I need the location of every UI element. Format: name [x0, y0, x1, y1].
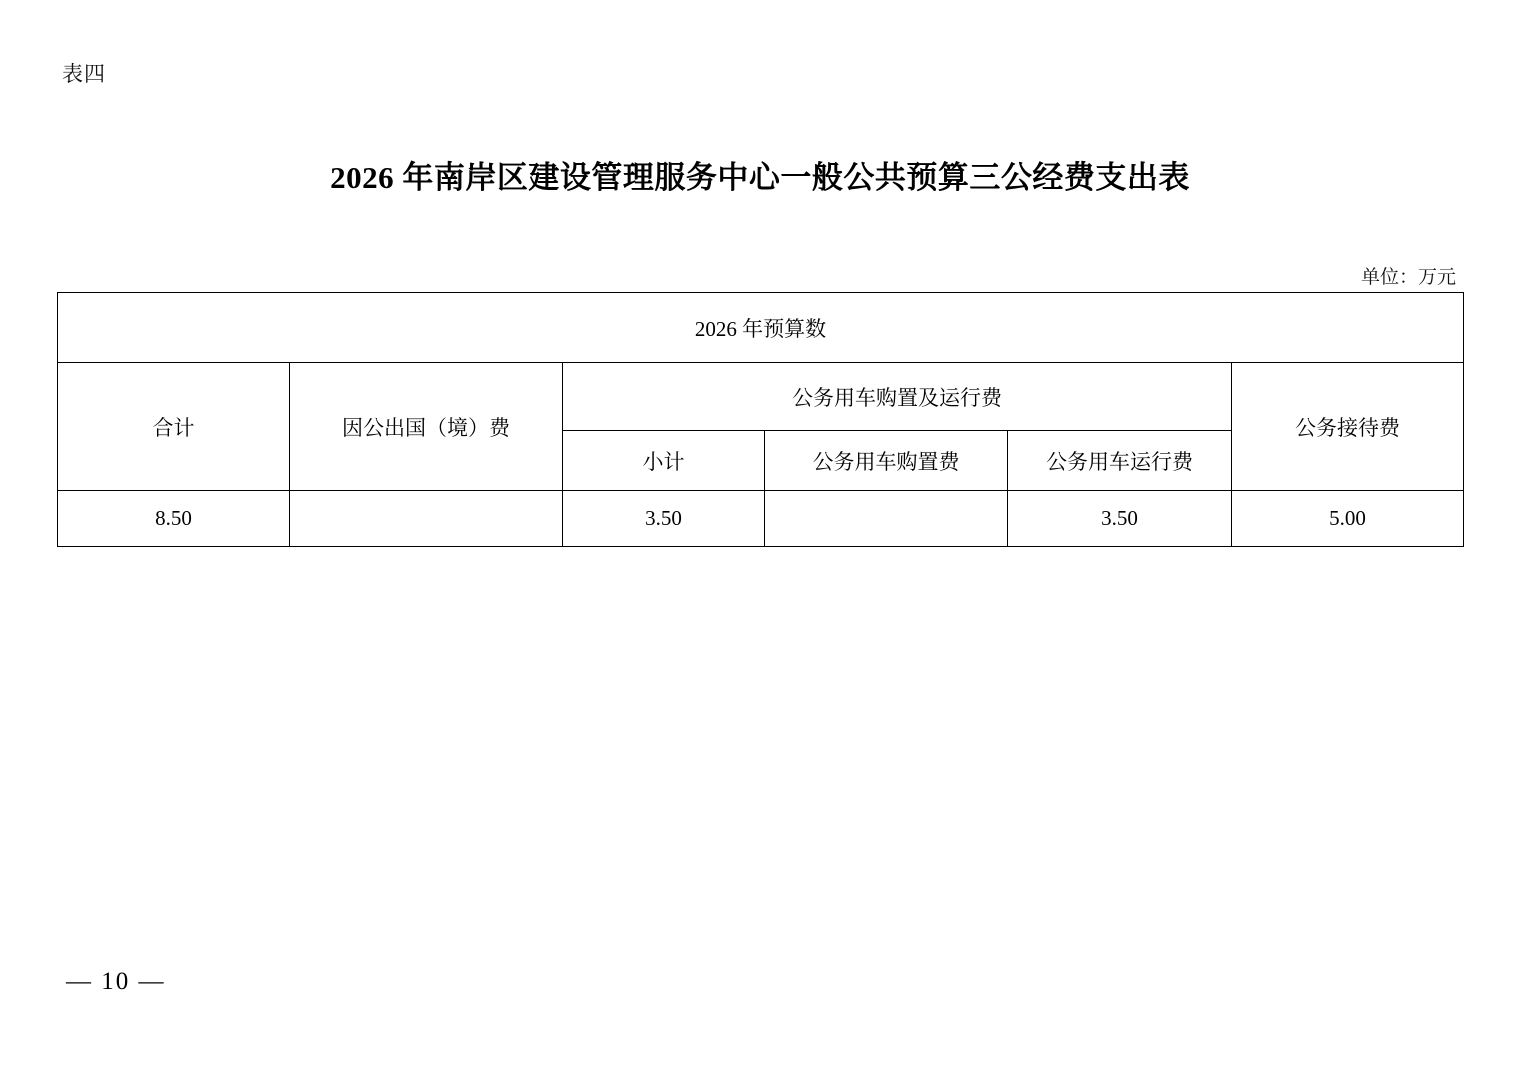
value-vehicle-subtotal: 3.50 — [563, 491, 765, 547]
table-row-band-header — [58, 293, 1464, 363]
budget-table — [57, 292, 1464, 547]
band-header-cell: 2026 年预算数 — [58, 293, 1464, 363]
col-header-vehicle-group: 公务用车购置及运行费 — [563, 363, 1232, 431]
page-title: 2026 年南岸区建设管理服务中心一般公共预算三公经费支出表 — [330, 160, 1190, 195]
col-header-vehicle-operation: 公务用车运行费 — [1008, 431, 1232, 491]
value-vehicle-operation: 3.50 — [1008, 491, 1232, 547]
col-header-vehicle-purchase: 公务用车购置费 — [765, 431, 1008, 491]
value-vehicle-purchase — [765, 491, 1008, 547]
col-header-total: 合计 — [58, 363, 290, 491]
table-row-header-1 — [58, 363, 1464, 431]
value-abroad — [290, 491, 563, 547]
unit-note: 单位：万元 — [1360, 266, 1456, 288]
value-total: 8.50 — [58, 491, 290, 547]
col-header-reception: 公务接待费 — [1232, 363, 1464, 491]
page-number: — 10 — — [66, 968, 166, 995]
col-header-vehicle-subtotal: 小计 — [563, 431, 765, 491]
col-header-abroad: 因公出国（境）费 — [290, 363, 563, 491]
table-row-values — [58, 491, 1464, 547]
table-corner-mark: 表四 — [62, 62, 106, 86]
value-reception: 5.00 — [1232, 491, 1464, 547]
